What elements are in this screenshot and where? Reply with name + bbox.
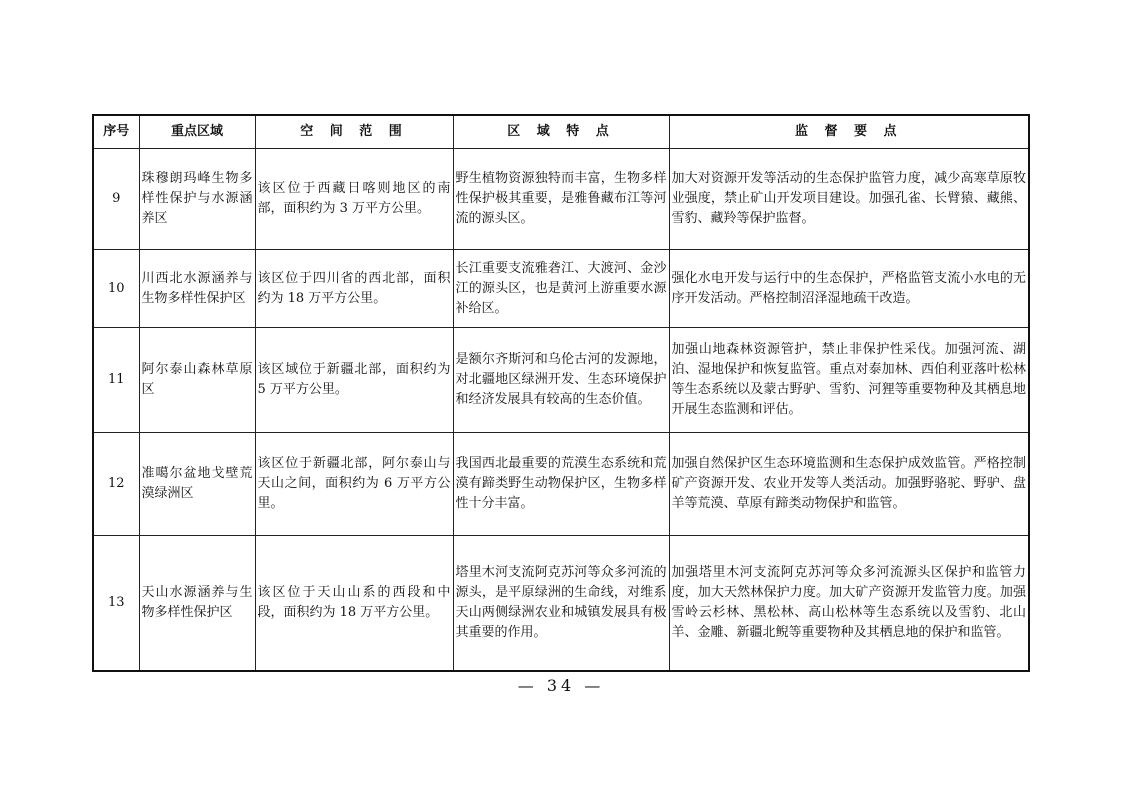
row-features: 长江重要支流雅砻江、大渡河、金沙江的源头区，也是黄河上游重要水源补给区。 xyxy=(453,250,669,328)
row-points: 强化水电开发与运行中的生态保护，严格监管支流小水电的无序开发活动。严格控制沼泽湿地疏干改造。 xyxy=(669,250,1029,328)
table-row xyxy=(93,433,1029,536)
row-points: 加强塔里木河支流阿克苏河等众多河流源头区保护和监管力度，加大天然林保护力度。加大矿产资源开发监管力度。加强雪岭云杉林、黑松林、高山松林等生态系统以及雪豹、北山羊、金雕、新疆北鲵等重要物种及其栖息地的保护和监管。 xyxy=(669,536,1029,672)
table-row xyxy=(93,536,1029,672)
header-regional-features: 区 域 特 点 xyxy=(453,115,669,149)
table-row xyxy=(93,328,1029,433)
table-row xyxy=(93,149,1029,250)
row-area: 准噶尔盆地戈壁荒漠绿洲区 xyxy=(139,433,255,536)
table-row xyxy=(93,250,1029,328)
row-area: 川西北水源涵养与生物多样性保护区 xyxy=(139,250,255,328)
header-spatial-scope: 空 间 范 围 xyxy=(255,115,453,149)
row-serial: 10 xyxy=(93,250,139,328)
row-scope: 该区位于西藏日喀则地区的南部，面积约为 3 万平方公里。 xyxy=(255,149,453,250)
row-features: 野生植物资源独特而丰富，生物多样性保护极其重要，是雅鲁藏布江等河流的源头区。 xyxy=(453,149,669,250)
row-features: 我国西北最重要的荒漠生态系统和荒漠有蹄类野生动物保护区，生物多样性十分丰富。 xyxy=(453,433,669,536)
row-features: 是额尔齐斯河和乌伦古河的发源地，对北疆地区绿洲开发、生态环境保护和经济发展具有较高的生态价值。 xyxy=(453,328,669,433)
header-key-area: 重点区域 xyxy=(139,115,255,149)
page-number: — 34 — xyxy=(517,676,605,695)
row-serial: 11 xyxy=(93,328,139,433)
row-points: 加大对资源开发等活动的生态保护监管力度，减少高寒草原牧业强度，禁止矿山开发项目建设。加强孔雀、长臂猿、藏熊、雪豹、藏羚等保护监督。 xyxy=(669,149,1029,250)
row-serial: 13 xyxy=(93,536,139,672)
row-points: 加强山地森林资源管护，禁止非保护性采伐。加强河流、湖泊、湿地保护和恢复监管。重点对泰加林、西伯利亚落叶松林等生态系统以及蒙古野驴、雪豹、河狸等重要物种及其栖息地开展生态监测和评估。 xyxy=(669,328,1029,433)
row-area: 珠穆朗玛峰生物多样性保护与水源涵养区 xyxy=(139,149,255,250)
row-scope: 该区域位于新疆北部，面积约为 5 万平方公里。 xyxy=(255,328,453,433)
row-features: 塔里木河支流阿克苏河等众多河流的源头，是平原绿洲的生命线，对维系天山两侧绿洲农业和城镇发展具有极其重要的作用。 xyxy=(453,536,669,672)
table-header-row xyxy=(93,115,1029,149)
row-scope: 该区位于新疆北部，阿尔泰山与天山之间，面积约为 6 万平方公里。 xyxy=(255,433,453,536)
header-serial: 序号 xyxy=(93,115,139,149)
row-serial: 9 xyxy=(93,149,139,250)
regions-table xyxy=(92,114,1030,672)
row-points: 加强自然保护区生态环境监测和生态保护成效监管。严格控制矿产资源开发、农业开发等人类活动。加强野骆驼、野驴、盘羊等荒漠、草原有蹄类动物保护和监管。 xyxy=(669,433,1029,536)
row-scope: 该区位于四川省的西北部，面积约为 18 万平方公里。 xyxy=(255,250,453,328)
row-area: 阿尔泰山森林草原区 xyxy=(139,328,255,433)
row-scope: 该区位于天山山系的西段和中段，面积约为 18 万平方公里。 xyxy=(255,536,453,672)
header-supervision-points: 监 督 要 点 xyxy=(669,115,1029,149)
row-area: 天山水源涵养与生物多样性保护区 xyxy=(139,536,255,672)
row-serial: 12 xyxy=(93,433,139,536)
